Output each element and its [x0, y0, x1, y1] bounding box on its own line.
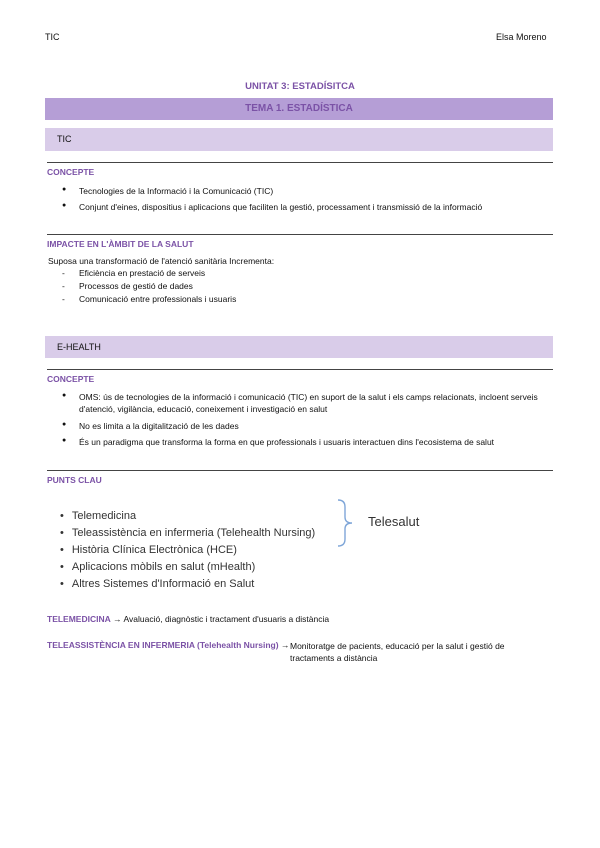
unit-title: UNITAT 3: ESTADÍSITCA: [245, 81, 355, 92]
list-item: • Altres Sistemes d'Informació en Salut: [60, 576, 315, 593]
list-item-text: ● OMS: ús de tecnologies de la informació i comunicació (TIC) en suport de la salut i els camps relacionats, incloent serveis d'atenció, vigilància, educació, coneixement i investigació en salut: [79, 392, 538, 414]
list-item-text: Comunicació entre professionals i usuaris: [79, 294, 237, 304]
list-item: • Teleassistència en infermeria (Telehealth Nursing): [60, 525, 315, 542]
header-right: Elsa Moreno: [496, 32, 547, 42]
list-item-text: ● Conjunt d'eines, dispositius i aplicacions que faciliten la gestió, processament i transmissió de la informació: [79, 202, 483, 212]
arrow-icon: →: [280, 640, 290, 650]
punts-clau-list: [60, 508, 315, 593]
concepte-heading: CONCEPTE: [47, 162, 553, 177]
definition-telemedicina: [47, 614, 329, 624]
definition-term: TELEMEDICINA: [47, 614, 111, 624]
impacte-intro: Suposa una transformació de l'atenció sanitària Incrementa:: [48, 256, 275, 266]
brace-icon: [336, 498, 358, 548]
punts-clau-heading: PUNTS CLAU: [47, 470, 553, 485]
definition-term: TELEASSISTÈNCIA EN INFERMERIA (Telehealth Nursing): [47, 640, 279, 650]
tema-title: TEMA 1. ESTADÍSTICA: [245, 103, 353, 114]
list-item: [62, 420, 544, 432]
list-item: • Història Clínica Electrònica (HCE): [60, 542, 315, 559]
list-item: [62, 185, 542, 197]
dash-marker: -: [62, 294, 65, 304]
ehealth-band-label: E-HEALTH: [57, 342, 101, 352]
arrow-icon: →: [113, 614, 122, 624]
list-item-text: Processos de gestió de dades: [79, 281, 193, 291]
definition-text: Avaluació, diagnòstic i tractament d'usuaris a distància: [123, 614, 330, 624]
list-item-text: ● Tecnologies de la Informació i la Comunicació (TIC): [79, 186, 274, 196]
concepte-heading: CONCEPTE: [47, 369, 553, 384]
list-item-text: ● És un paradigma que transforma la forma en que professionals i usuaris interactuen dins l'ecosistema de salut: [79, 437, 495, 447]
list-item-text: Eficiència en prestació de serveis: [79, 268, 206, 278]
list-item: [62, 436, 544, 448]
impacte-heading: IMPACTE EN L'ÀMBIT DE LA SALUT: [47, 234, 553, 249]
list-item-text: ● No es limita a la digitalització de les dades: [79, 421, 239, 431]
list-item: [62, 391, 544, 415]
list-item: • Telemedicina: [60, 508, 315, 525]
tic-band: [45, 128, 553, 151]
tema-band: [45, 98, 553, 120]
list-item: [62, 201, 542, 213]
tic-band-label: TIC: [57, 134, 72, 144]
dash-marker: -: [62, 281, 65, 291]
header-left: TIC: [45, 32, 60, 42]
dash-marker: -: [62, 268, 65, 278]
definition-text: Monitoratge de pacients, educació per la salut i gestió de tractaments a distància: [290, 641, 505, 663]
list-item: • Aplicacions mòbils en salut (mHealth): [60, 559, 315, 576]
ehealth-band: [45, 336, 553, 358]
brace-label: Telesalut: [368, 514, 420, 529]
definition-teleassistencia: [47, 640, 289, 650]
